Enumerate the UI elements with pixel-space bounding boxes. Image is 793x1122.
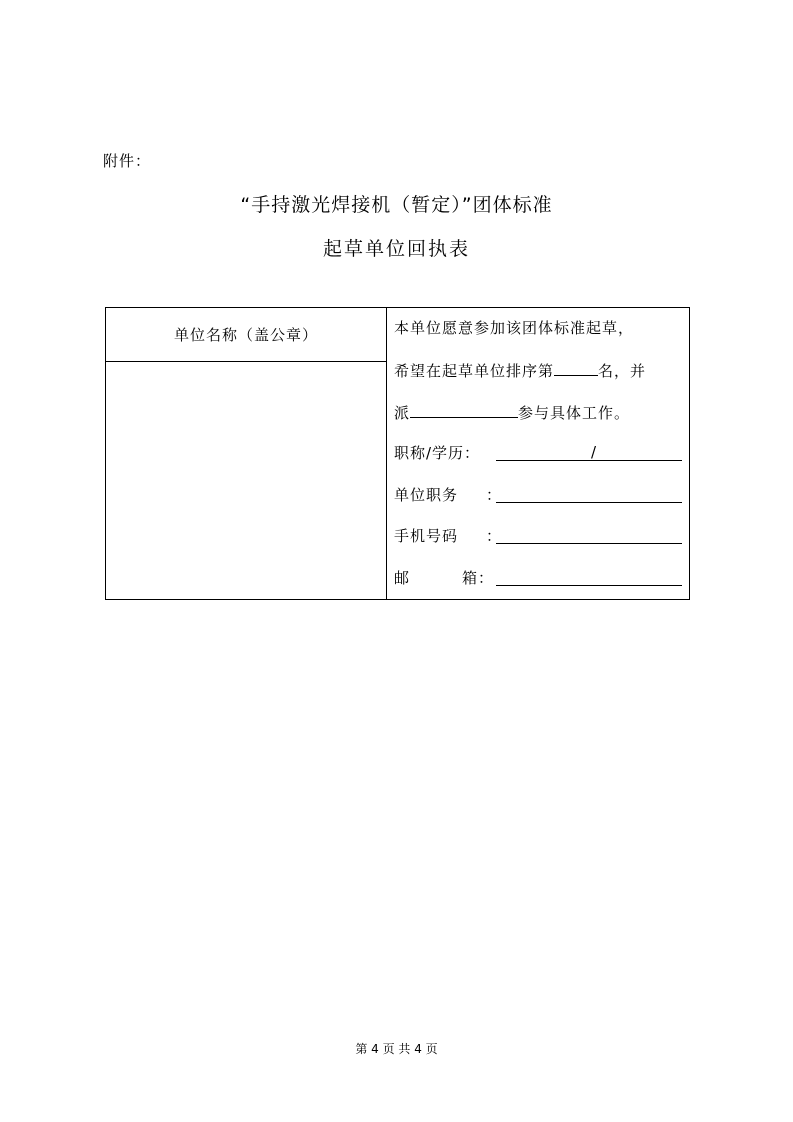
reply-form-table xyxy=(105,307,690,600)
title-education-row xyxy=(394,442,684,464)
page-footer: 第 4 页 共 4 页 xyxy=(355,1042,438,1056)
statement-line-2 xyxy=(394,359,646,381)
document-title: “手持激光焊接机（暂定）”团体标准 xyxy=(240,194,553,216)
statement-line-3 xyxy=(394,401,630,423)
statement-line-3-suffix: 参与具体工作。 xyxy=(518,404,631,422)
attachment-label: 附件： xyxy=(103,152,152,170)
statement-line-2-prefix: 希望在起草单位排序第 xyxy=(394,362,555,380)
phone-colon: ： xyxy=(486,527,503,545)
title-education-field[interactable] xyxy=(496,444,682,461)
delegate-field[interactable] xyxy=(410,401,518,418)
statement-line-3-prefix: 派 xyxy=(394,404,411,422)
phone-row xyxy=(394,525,684,547)
rank-field[interactable] xyxy=(554,359,598,376)
email-field[interactable] xyxy=(496,569,682,586)
position-row xyxy=(394,484,684,506)
title-education-label: 职称/学历： xyxy=(394,444,481,462)
statement-line-1: 本单位愿意参加该团体标准起草， xyxy=(394,319,635,337)
position-colon: ： xyxy=(486,486,503,504)
phone-field[interactable] xyxy=(496,527,682,544)
email-label-part1: 邮 xyxy=(394,569,411,587)
unit-name-label: 单位名称（盖公章） xyxy=(173,326,318,344)
position-field[interactable] xyxy=(496,486,682,503)
document-subtitle: 起草单位回执表 xyxy=(322,238,470,260)
position-label: 单位职务 xyxy=(394,486,459,504)
email-row xyxy=(394,567,684,589)
email-label-part2: 箱： xyxy=(462,569,495,587)
phone-label: 手机号码 xyxy=(394,527,459,545)
unit-name-field[interactable] xyxy=(106,362,386,600)
title-education-separator: / xyxy=(591,443,598,461)
statement-line-2-suffix: 名，并 xyxy=(598,362,647,380)
table-column-divider xyxy=(386,308,387,599)
